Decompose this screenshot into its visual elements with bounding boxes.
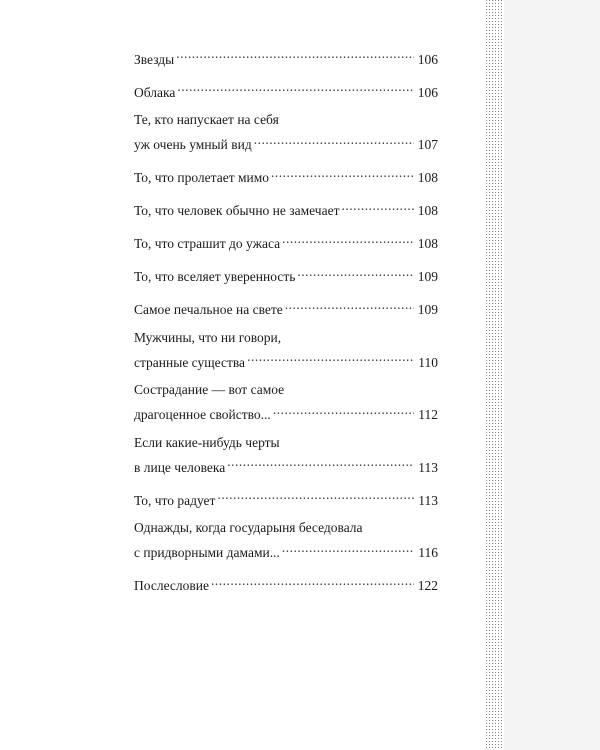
toc-page-number: 113 bbox=[418, 492, 438, 508]
toc-page-number: 116 bbox=[418, 545, 438, 560]
toc-entry-title: Однажды, когда государыня беседовала bbox=[134, 520, 363, 535]
toc-entry bbox=[134, 328, 438, 373]
toc-page-number: 110 bbox=[418, 354, 438, 370]
toc-entry-line bbox=[134, 77, 438, 102]
toc-entry-line bbox=[134, 433, 438, 453]
toc-entry-line bbox=[134, 518, 438, 538]
toc-page-number: 107 bbox=[417, 137, 438, 152]
toc-entry-title: в лице человека bbox=[134, 459, 226, 475]
toc-leader-dots bbox=[271, 163, 414, 183]
toc-entry-title: Сострадание — вот самое bbox=[134, 382, 285, 397]
toc-page-number: 108 bbox=[417, 170, 438, 185]
toc-entry bbox=[134, 295, 438, 320]
toc-entry bbox=[134, 163, 438, 188]
toc-entry-title: Облака bbox=[134, 84, 176, 100]
toc-entry-line bbox=[134, 110, 438, 130]
toc-entry bbox=[134, 518, 438, 563]
toc-leader-dots bbox=[211, 571, 414, 591]
toc-entry-line bbox=[134, 400, 438, 425]
toc-page-number: 122 bbox=[417, 578, 438, 593]
toc-entry-line bbox=[134, 452, 438, 477]
toc-leader-dots bbox=[285, 295, 414, 315]
toc-entry bbox=[134, 229, 438, 254]
toc-leader-dots bbox=[227, 452, 414, 472]
toc-entry-line bbox=[134, 328, 438, 348]
toc-entry bbox=[134, 571, 438, 596]
toc-leader-dots bbox=[273, 400, 414, 420]
toc-entry-line bbox=[134, 380, 438, 400]
toc-entry-title: Мужчины, что ни говори, bbox=[134, 329, 282, 345]
toc-entry bbox=[134, 110, 438, 155]
toc-page-number: 106 bbox=[417, 84, 438, 100]
toc-entry-title: Те, кто напускает на себя bbox=[134, 112, 279, 127]
toc-entry-title: уж очень умный вид bbox=[134, 137, 252, 152]
toc-entry-line bbox=[134, 229, 438, 254]
toc-entry-line bbox=[134, 347, 438, 372]
page-edge-fill bbox=[504, 0, 600, 750]
toc-entry-title: То, что радует bbox=[134, 492, 216, 508]
toc-entry-line bbox=[134, 130, 438, 155]
toc-leader-dots bbox=[282, 538, 414, 558]
table-of-contents bbox=[134, 44, 438, 604]
toc-entry bbox=[134, 433, 438, 478]
toc-entry-title: То, что вселяет уверенность bbox=[134, 269, 296, 284]
toc-entry-title: Звезды bbox=[134, 51, 175, 67]
toc-leader-dots bbox=[254, 130, 414, 150]
toc-entry-line bbox=[134, 538, 438, 563]
toc-leader-dots bbox=[297, 262, 414, 282]
toc-leader-dots bbox=[177, 77, 414, 97]
toc-entry-title: странные существа bbox=[134, 354, 246, 370]
toc-page-number: 106 bbox=[417, 51, 438, 67]
toc-entry bbox=[134, 77, 438, 102]
toc-entry-line bbox=[134, 44, 438, 69]
toc-page-number: 109 bbox=[417, 269, 438, 284]
toc-leader-dots bbox=[247, 347, 414, 367]
toc-entry-title: Самое печальное на свете bbox=[134, 302, 283, 317]
toc-page-number: 109 bbox=[417, 302, 438, 317]
page-edge-margin bbox=[486, 0, 600, 750]
toc-entry bbox=[134, 44, 438, 69]
toc-page-number: 112 bbox=[418, 407, 438, 422]
toc-entry-line bbox=[134, 196, 438, 221]
toc-leader-dots bbox=[341, 196, 414, 216]
toc-entry-line bbox=[134, 262, 438, 287]
toc-entry-title: То, что страшит до ужаса bbox=[134, 236, 281, 251]
toc-entry-line bbox=[134, 571, 438, 596]
page-edge-dotted-lines bbox=[486, 0, 504, 750]
toc-entry-line bbox=[134, 163, 438, 188]
toc-entry bbox=[134, 262, 438, 287]
toc-entry-title: драгоценное свойство... bbox=[134, 407, 271, 422]
toc-entry-title: Послесловие bbox=[134, 578, 209, 593]
toc-leader-dots bbox=[282, 229, 414, 249]
toc-entry-title: То, что человек обычно не замечает bbox=[134, 203, 340, 218]
toc-entry-title: То, что пролетает мимо bbox=[134, 170, 270, 185]
toc-page-number: 108 bbox=[417, 203, 438, 218]
toc-entry bbox=[134, 485, 438, 510]
toc-entry-line bbox=[134, 485, 438, 510]
toc-page-number: 108 bbox=[417, 236, 438, 251]
toc-leader-dots bbox=[176, 44, 414, 64]
toc-entry-title: с придворными дамами... bbox=[134, 545, 280, 560]
toc-page-number: 113 bbox=[418, 459, 438, 475]
toc-entry bbox=[134, 196, 438, 221]
toc-entry-line bbox=[134, 295, 438, 320]
toc-entry bbox=[134, 380, 438, 425]
toc-leader-dots bbox=[217, 485, 414, 505]
toc-entry-title: Если какие-нибудь черты bbox=[134, 434, 280, 450]
